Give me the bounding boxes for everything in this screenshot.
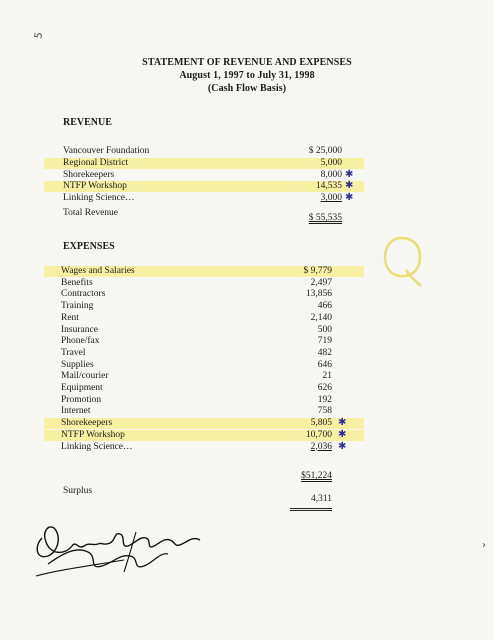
expense-row-label: Promotion [61, 394, 102, 405]
expense-row-label: Benefits [61, 277, 93, 288]
margin-tick: › [482, 540, 486, 551]
expense-row-label: Mail/courier [61, 371, 109, 382]
expense-row-label: Contractors [61, 289, 106, 300]
expense-row-amount: 2,036 [310, 441, 332, 452]
statement-basis: (Cash Flow Basis) [207, 83, 287, 94]
statement-period: August 1, 1997 to July 31, 1998 [179, 70, 315, 81]
statement-title: STATEMENT OF REVENUE AND EXPENSES [142, 57, 352, 68]
expense-row-label: NTFP Workshop [61, 429, 125, 440]
expense-row-label: Equipment [61, 383, 103, 393]
expense-row-amount: 482 [317, 347, 332, 358]
revenue-heading: REVENUE [63, 117, 112, 128]
expense-row-amount: 719 [317, 336, 332, 347]
total-expenses-amount: $51,224 [301, 471, 332, 481]
total-revenue-label: Total Revenue [63, 208, 118, 218]
revenue-row-amount: 8,000 [320, 169, 342, 180]
expense-row-amount: 626 [317, 383, 332, 393]
revenue-row-star-icon: ✱ [345, 168, 354, 180]
revenue-row-amount: 3,000 [320, 193, 342, 204]
revenue-row-label: Shorekeepers [63, 169, 115, 180]
total-revenue-amount: $ 55,535 [308, 213, 342, 223]
expense-row-label: Rent [61, 312, 79, 323]
expense-row-label: Phone/fax [61, 336, 100, 347]
expense-row-amount: 192 [317, 394, 332, 405]
revenue-row-label: Linking Science… [63, 193, 135, 204]
expense-row-star-icon: ✱ [338, 417, 347, 429]
revenue-row-label: NTFP Workshop [63, 181, 127, 192]
expense-row-label: Wages and Salaries [61, 266, 135, 276]
revenue-row-amount: 14,535 [315, 181, 342, 192]
expense-row-label: Supplies [61, 359, 94, 370]
surplus-double-rule-2 [290, 510, 332, 511]
expense-row-star-icon: ✱ [338, 440, 347, 452]
expense-row-amount: 2,497 [310, 277, 332, 288]
surplus-double-rule-1 [290, 508, 332, 509]
revenue-row-star-icon: ✱ [345, 192, 354, 204]
expense-row-amount: $ 9,779 [303, 266, 332, 276]
expense-row-star-icon: ✱ [338, 428, 347, 440]
expense-row-amount: 10,700 [305, 429, 332, 440]
revenue-row-amount: 5,000 [320, 157, 342, 168]
expense-row-amount: 758 [317, 406, 332, 417]
expense-row-amount: 2,140 [310, 312, 332, 323]
revenue-row-label: Vancouver Foundation [63, 146, 150, 156]
expense-row-label: Training [61, 301, 94, 312]
revenue-row-amount: $ 25,000 [308, 146, 342, 156]
surplus-amount: 4,311 [310, 494, 332, 504]
expense-row-label: Internet [61, 406, 91, 417]
corner-mark: 5 [33, 31, 46, 40]
expense-row-amount: 500 [317, 324, 332, 335]
revenue-row-label: Regional District [63, 157, 129, 168]
expense-row-label: Shorekeepers [61, 418, 113, 429]
expense-row-label: Insurance [61, 324, 98, 335]
surplus-label: Surplus [63, 486, 93, 496]
signature [28, 516, 218, 586]
expense-row-amount: 5,805 [310, 418, 332, 429]
expense-row-amount: 13,856 [305, 289, 332, 300]
expense-row-amount: 21 [322, 371, 332, 382]
expense-row-label: Travel [61, 347, 86, 358]
revenue-row-star-icon: ✱ [345, 180, 354, 192]
expense-row-amount: 646 [317, 359, 332, 370]
expense-row-label: Linking Science… [61, 441, 133, 452]
expense-row-amount: 466 [317, 301, 332, 312]
pencil-q-annotation [378, 232, 428, 290]
expenses-heading: EXPENSES [63, 241, 115, 252]
